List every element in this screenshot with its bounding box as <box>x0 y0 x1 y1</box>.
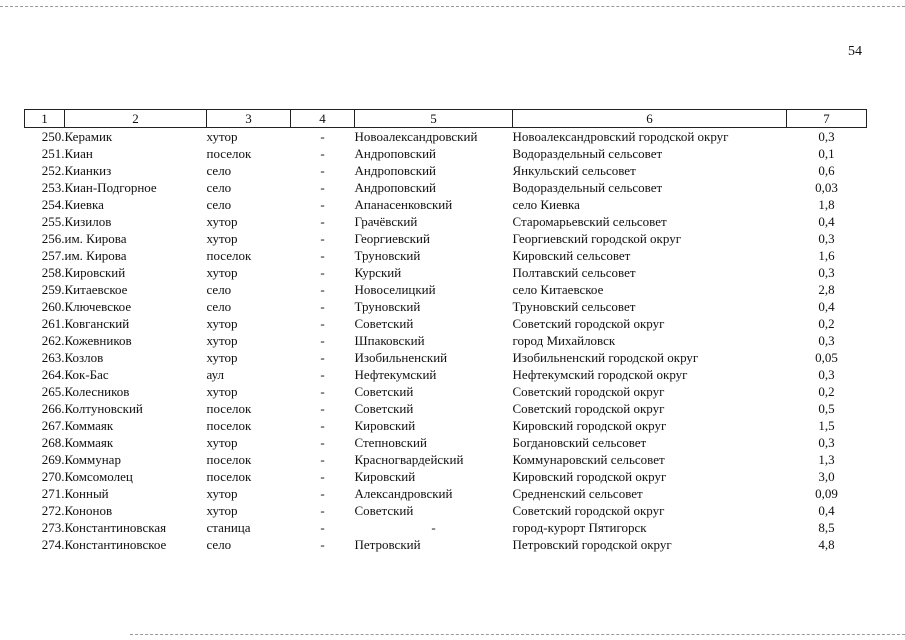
district-name: - <box>431 520 436 535</box>
settlement-name: Китаевское <box>64 282 128 297</box>
district-name: Советский <box>354 503 414 518</box>
header-col-2: 2 <box>65 110 207 128</box>
table-row <box>25 332 867 349</box>
row-number: 253. <box>41 180 65 195</box>
settlement-name: Коммаяк <box>64 435 114 450</box>
settlement-type: хутор <box>206 503 238 518</box>
municipality-name: Петровский городской округ <box>512 537 672 552</box>
settlement-name: Ковганский <box>64 316 130 331</box>
table-row <box>25 230 867 247</box>
row-number: 256. <box>41 231 65 246</box>
municipality-name: Советский городской округ <box>512 384 665 399</box>
column-4-value: - <box>320 469 325 484</box>
municipality-name: село Китаевское <box>512 282 604 297</box>
page-number: 54 <box>848 44 862 59</box>
area-value: 4,8 <box>818 537 835 552</box>
row-number: 252. <box>41 163 65 178</box>
table-row <box>25 417 867 434</box>
district-name: Труновский <box>354 299 421 314</box>
column-4-value: - <box>320 231 325 246</box>
settlement-type: аул <box>206 367 225 382</box>
row-number: 259. <box>41 282 65 297</box>
settlement-name: Комсомолец <box>64 469 133 484</box>
row-number: 269. <box>41 452 65 467</box>
table-row <box>25 298 867 315</box>
table-row <box>25 315 867 332</box>
row-number: 263. <box>41 350 65 365</box>
row-number: 267. <box>41 418 65 433</box>
settlement-type: село <box>206 299 232 314</box>
column-4-value: - <box>320 248 325 263</box>
header-col-7: 7 <box>787 110 867 128</box>
settlement-type: поселок <box>206 401 252 416</box>
district-name: Андроповский <box>354 180 436 195</box>
table-row <box>25 485 867 502</box>
settlement-type: поселок <box>206 469 252 484</box>
table-row <box>25 502 867 519</box>
area-value: 0,3 <box>818 231 835 246</box>
header-col-1: 1 <box>25 110 65 128</box>
table-row <box>25 468 867 485</box>
settlement-name: Керамик <box>64 129 113 144</box>
table-row <box>25 383 867 400</box>
district-name: Нефтекумский <box>354 367 437 382</box>
municipality-name: Новоалександровский городской округ <box>512 129 729 144</box>
municipality-name: Полтавский сельсовет <box>512 265 636 280</box>
settlement-name: Коммунар <box>64 452 121 467</box>
table-row <box>25 162 867 179</box>
settlement-type: поселок <box>206 452 252 467</box>
settlement-type: хутор <box>206 350 238 365</box>
table-row <box>25 196 867 213</box>
settlement-name: Ключевское <box>64 299 132 314</box>
municipality-name: Богдановский сельсовет <box>512 435 647 450</box>
district-name: Апанасенковский <box>354 197 453 212</box>
district-name: Новоалександровский <box>354 129 478 144</box>
table-row <box>25 349 867 366</box>
settlement-name: Кировский <box>64 265 126 280</box>
table-row <box>25 281 867 298</box>
row-number: 262. <box>41 333 65 348</box>
district-name: Труновский <box>354 248 421 263</box>
district-name: Степновский <box>354 435 427 450</box>
municipality-name: Янкульский сельсовет <box>512 163 636 178</box>
row-number: 260. <box>41 299 65 314</box>
area-value: 0,05 <box>815 350 838 365</box>
column-4-value: - <box>320 265 325 280</box>
column-4-value: - <box>320 401 325 416</box>
row-number: 264. <box>41 367 65 382</box>
table-row <box>25 128 867 146</box>
municipality-name: Труновский сельсовет <box>512 299 636 314</box>
area-value: 0,3 <box>818 265 835 280</box>
municipality-name: город-курорт Пятигорск <box>512 520 647 535</box>
column-4-value: - <box>320 197 325 212</box>
table-row <box>25 366 867 383</box>
district-name: Новоселицкий <box>354 282 436 297</box>
table-row <box>25 400 867 417</box>
settlement-type: хутор <box>206 129 238 144</box>
district-name: Курский <box>354 265 402 280</box>
column-4-value: - <box>320 146 325 161</box>
row-number: 268. <box>41 435 65 450</box>
district-name: Петровский <box>354 537 421 552</box>
table-row <box>25 451 867 468</box>
column-4-value: - <box>320 316 325 331</box>
settlement-name: Константиновская <box>64 520 167 535</box>
settlement-type: хутор <box>206 214 238 229</box>
municipality-name: Советский городской округ <box>512 401 665 416</box>
row-number: 258. <box>41 265 65 280</box>
district-name: Кировский <box>354 418 416 433</box>
table-row <box>25 264 867 281</box>
municipality-name: Кировский городской округ <box>512 469 667 484</box>
district-name: Советский <box>354 401 414 416</box>
settlement-name: Козлов <box>64 350 104 365</box>
row-number: 251. <box>41 146 65 161</box>
column-4-value: - <box>320 486 325 501</box>
column-4-value: - <box>320 180 325 195</box>
header-col-4: 4 <box>291 110 355 128</box>
settlement-type: поселок <box>206 248 252 263</box>
column-4-value: - <box>320 299 325 314</box>
district-name: Андроповский <box>354 146 436 161</box>
row-number: 273. <box>41 520 65 535</box>
table-header-row <box>25 110 867 128</box>
header-col-6: 6 <box>513 110 787 128</box>
area-value: 0,3 <box>818 435 835 450</box>
district-name: Красногвардейский <box>354 452 464 467</box>
row-number: 254. <box>41 197 65 212</box>
column-4-value: - <box>320 350 325 365</box>
settlement-name: им. Кирова <box>64 231 127 246</box>
row-number: 255. <box>41 214 65 229</box>
row-number: 271. <box>41 486 65 501</box>
settlement-name: Конный <box>64 486 109 501</box>
settlements-table <box>24 109 867 553</box>
header-col-5: 5 <box>355 110 513 128</box>
municipality-name: Советский городской округ <box>512 503 665 518</box>
area-value: 0,2 <box>818 384 835 399</box>
table-row <box>25 536 867 553</box>
municipality-name: Советский городской округ <box>512 316 665 331</box>
settlement-type: хутор <box>206 231 238 246</box>
district-name: Кировский <box>354 469 416 484</box>
municipality-name: Водораздельный сельсовет <box>512 146 663 161</box>
municipality-name: Средненский сельсовет <box>512 486 643 501</box>
column-4-value: - <box>320 452 325 467</box>
column-4-value: - <box>320 435 325 450</box>
settlement-type: хутор <box>206 316 238 331</box>
municipality-name: село Киевка <box>512 197 580 212</box>
settlement-name: Кононов <box>64 503 113 518</box>
settlement-name: Кизилов <box>64 214 112 229</box>
district-name: Андроповский <box>354 163 436 178</box>
district-name: Изобильненский <box>354 350 448 365</box>
table-row <box>25 145 867 162</box>
municipality-name: Кировский сельсовет <box>512 248 631 263</box>
municipality-name: город Михайловск <box>512 333 616 348</box>
row-number: 274. <box>41 537 65 552</box>
settlement-type: хутор <box>206 435 238 450</box>
municipality-name: Нефтекумский городской округ <box>512 367 688 382</box>
settlement-name: Коммаяк <box>64 418 114 433</box>
district-name: Советский <box>354 384 414 399</box>
municipality-name: Старомарьевский сельсовет <box>512 214 667 229</box>
municipality-name: Изобильненский городской округ <box>512 350 699 365</box>
column-4-value: - <box>320 520 325 535</box>
settlement-name: Кожевников <box>64 333 132 348</box>
area-value: 0,5 <box>818 401 835 416</box>
column-4-value: - <box>320 367 325 382</box>
table-row <box>25 213 867 230</box>
column-4-value: - <box>320 537 325 552</box>
table-row <box>25 519 867 536</box>
settlement-type: хутор <box>206 384 238 399</box>
area-value: 0,3 <box>818 129 835 144</box>
settlement-type: хутор <box>206 333 238 348</box>
row-number: 272. <box>41 503 65 518</box>
column-4-value: - <box>320 333 325 348</box>
area-value: 0,2 <box>818 316 835 331</box>
area-value: 1,6 <box>818 248 835 263</box>
area-value: 0,6 <box>818 163 835 178</box>
settlement-name: Колесников <box>64 384 130 399</box>
settlement-type: станица <box>206 520 251 535</box>
row-number: 266. <box>41 401 65 416</box>
table-row <box>25 247 867 264</box>
settlement-name: Кок-Бас <box>64 367 109 382</box>
row-number: 270. <box>41 469 65 484</box>
table-row <box>25 434 867 451</box>
column-4-value: - <box>320 163 325 178</box>
settlement-name: Киан-Подгорное <box>64 180 157 195</box>
column-4-value: - <box>320 503 325 518</box>
area-value: 0,4 <box>818 214 835 229</box>
area-value: 0,3 <box>818 367 835 382</box>
district-name: Шпаковский <box>354 333 425 348</box>
settlement-type: село <box>206 537 232 552</box>
settlement-name: Константиновское <box>64 537 167 552</box>
row-number: 265. <box>41 384 65 399</box>
scan-edge-top <box>0 6 905 7</box>
municipality-name: Кировский городской округ <box>512 418 667 433</box>
settlement-type: село <box>206 282 232 297</box>
scan-edge-bottom <box>130 634 905 635</box>
column-4-value: - <box>320 214 325 229</box>
area-value: 0,03 <box>815 180 838 195</box>
header-col-3: 3 <box>207 110 291 128</box>
area-value: 3,0 <box>818 469 835 484</box>
table-row <box>25 179 867 196</box>
settlement-name: Киан <box>64 146 93 161</box>
district-name: Советский <box>354 316 414 331</box>
area-value: 0,4 <box>818 503 835 518</box>
district-name: Георгиевский <box>354 231 430 246</box>
column-4-value: - <box>320 129 325 144</box>
column-4-value: - <box>320 418 325 433</box>
municipality-name: Георгиевский городской округ <box>512 231 682 246</box>
row-number: 257. <box>41 248 65 263</box>
district-name: Грачёвский <box>354 214 418 229</box>
settlement-type: поселок <box>206 146 252 161</box>
area-value: 0,3 <box>818 333 835 348</box>
settlement-type: село <box>206 180 232 195</box>
area-value: 0,09 <box>815 486 838 501</box>
settlement-name: Кианкиз <box>64 163 112 178</box>
row-number: 261. <box>41 316 65 331</box>
settlement-name: Киевка <box>64 197 104 212</box>
district-name: Александровский <box>354 486 453 501</box>
area-value: 1,8 <box>818 197 835 212</box>
settlement-type: село <box>206 197 232 212</box>
settlement-name: Колтуновский <box>64 401 143 416</box>
row-number: 250. <box>41 129 65 144</box>
area-value: 0,1 <box>818 146 835 161</box>
settlement-type: поселок <box>206 418 252 433</box>
settlement-name: им. Кирова <box>64 248 127 263</box>
area-value: 8,5 <box>818 520 835 535</box>
settlement-type: хутор <box>206 486 238 501</box>
municipality-name: Коммунаровский сельсовет <box>512 452 665 467</box>
column-4-value: - <box>320 384 325 399</box>
area-value: 1,3 <box>818 452 835 467</box>
settlement-type: хутор <box>206 265 238 280</box>
area-value: 2,8 <box>818 282 835 297</box>
municipality-name: Водораздельный сельсовет <box>512 180 663 195</box>
area-value: 0,4 <box>818 299 835 314</box>
column-4-value: - <box>320 282 325 297</box>
area-value: 1,5 <box>818 418 835 433</box>
settlement-type: село <box>206 163 232 178</box>
